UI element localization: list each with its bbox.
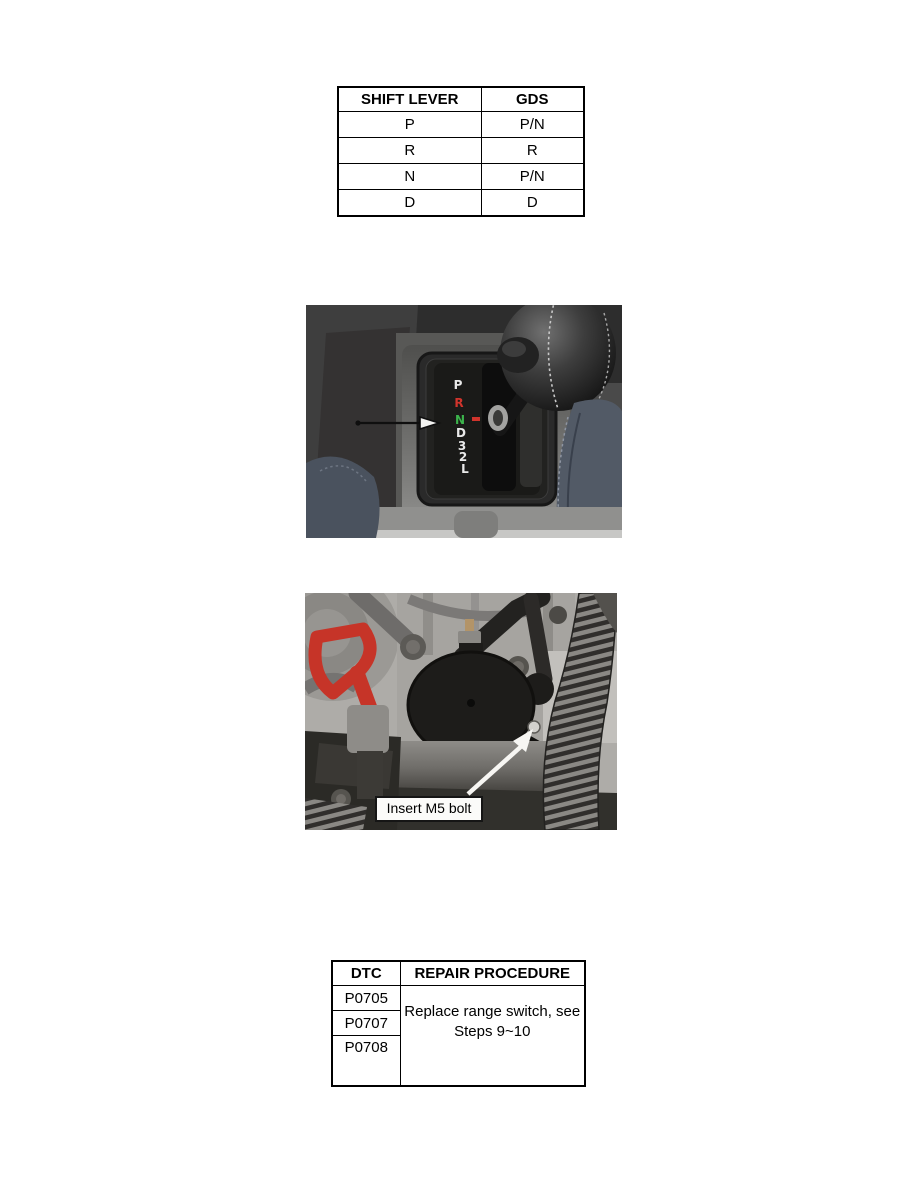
repair-procedure-cell: Replace range switch, see Steps 9~10 xyxy=(400,986,585,1087)
table-header-row xyxy=(338,87,584,112)
dtc-code-cell: P0705 xyxy=(332,986,400,1011)
gds-cell: P/N xyxy=(481,164,584,190)
table-row xyxy=(338,190,584,217)
range-switch-graphic xyxy=(305,593,617,830)
gds-cell: P/N xyxy=(481,112,584,138)
shift-console-photo xyxy=(306,305,622,538)
column-header-dtc: DTC xyxy=(332,961,400,986)
gear-label-l: L xyxy=(461,462,469,476)
gear-label-r: R xyxy=(454,396,464,410)
table-row xyxy=(338,138,584,164)
table-row xyxy=(338,112,584,138)
gds-cell: D xyxy=(481,190,584,217)
shift-lever-cell: N xyxy=(338,164,481,190)
column-header-repair-procedure: REPAIR PROCEDURE xyxy=(400,961,585,986)
gear-label-3: 3 xyxy=(457,439,467,453)
shift-gds-table xyxy=(337,86,585,217)
dtc-code-cell: P0707 xyxy=(332,1011,400,1036)
current-gear-marker xyxy=(472,417,480,421)
gear-label-2: 2 xyxy=(458,450,468,464)
shift-lever-cell: P xyxy=(338,112,481,138)
dtc-table xyxy=(331,960,586,1087)
insert-m5-bolt-callout: Insert M5 bolt xyxy=(375,796,483,822)
gds-cell: R xyxy=(481,138,584,164)
column-header-shift-lever: SHIFT LEVER xyxy=(338,87,481,112)
gear-label-n: N xyxy=(454,413,466,427)
table-header-row xyxy=(332,961,585,986)
shift-lever-cell: D xyxy=(338,190,481,217)
shift-lever-cell: R xyxy=(338,138,481,164)
gear-label-d: D xyxy=(456,426,466,440)
dtc-code-cell: P0708 xyxy=(332,1036,400,1087)
table-row xyxy=(332,986,585,1011)
gear-label-p: P xyxy=(453,378,463,392)
range-switch-photo xyxy=(305,593,617,830)
column-header-gds: GDS xyxy=(481,87,584,112)
table-row xyxy=(338,164,584,190)
